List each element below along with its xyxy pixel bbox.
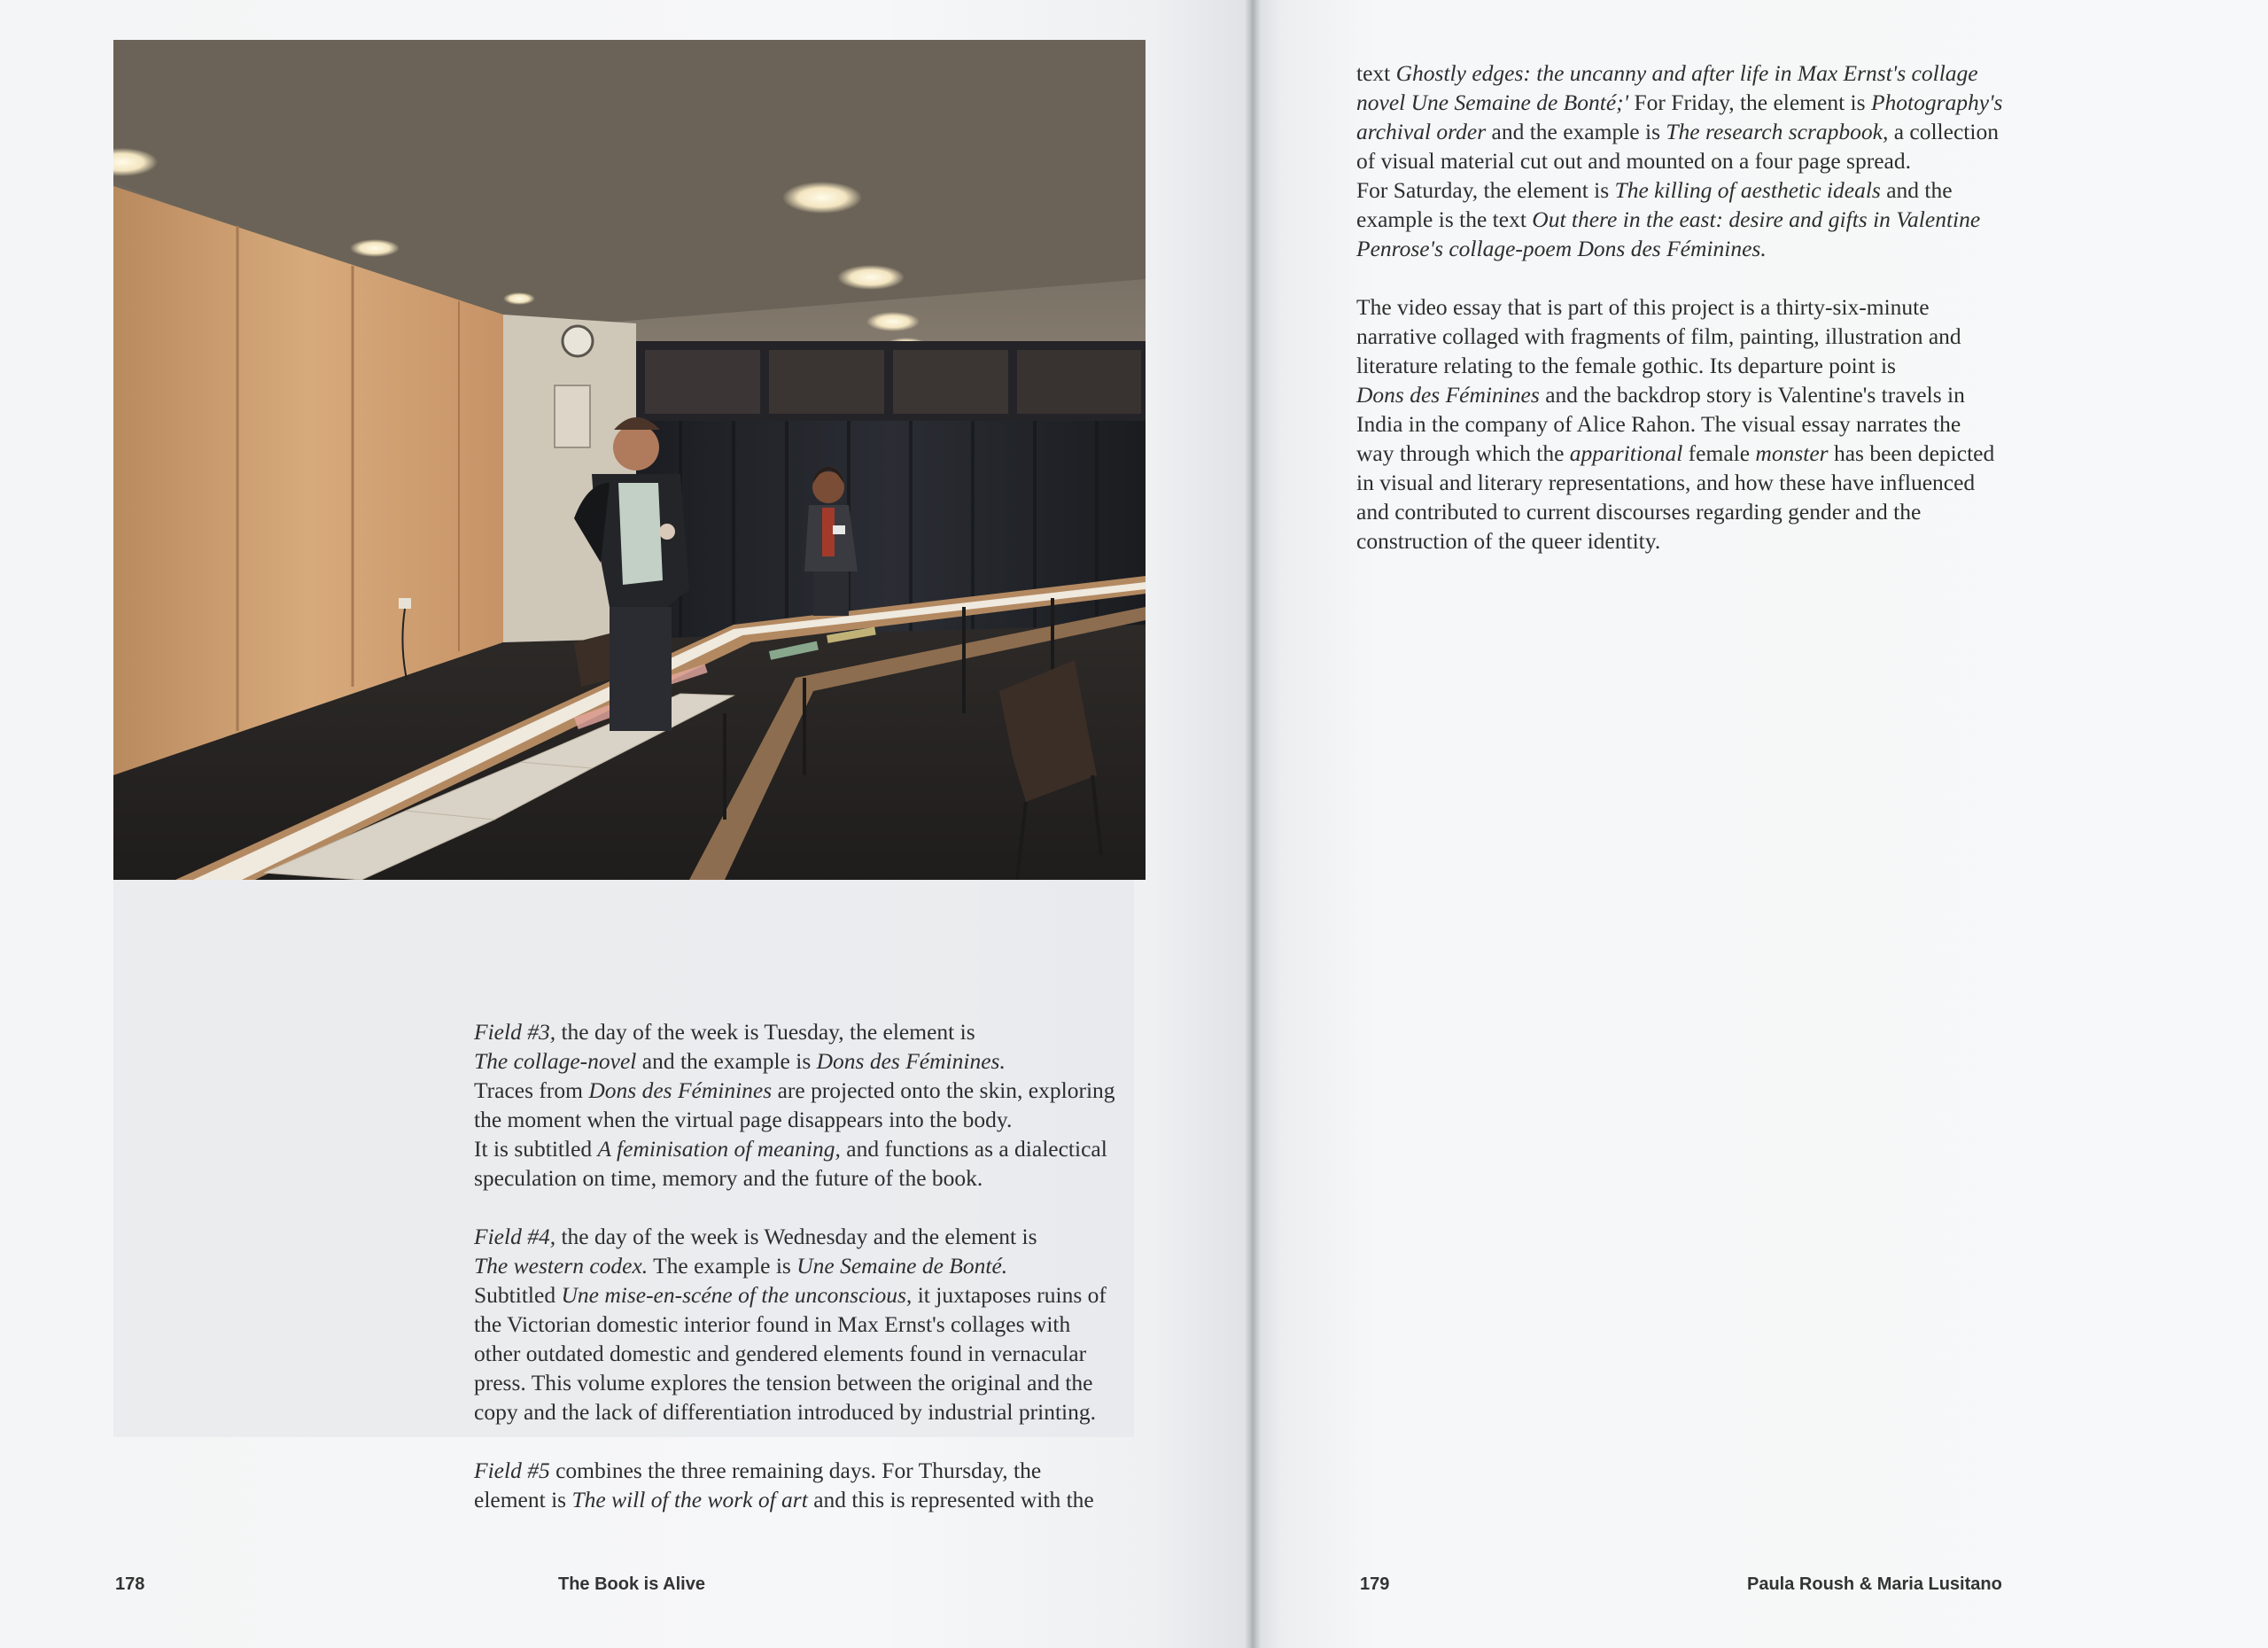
text-italic: Une Semaine de Bonté. bbox=[796, 1253, 1008, 1279]
text-line: construction of the queer identity. bbox=[1356, 528, 1661, 554]
text-line: speculation on time, memory and the future of the book. bbox=[474, 1165, 983, 1191]
text-line: and contributed to current discourses regarding gender and the bbox=[1356, 499, 1922, 525]
text-italic: novel Une Semaine de Bonté;' bbox=[1356, 89, 1629, 115]
page-number-left: 178 bbox=[115, 1574, 145, 1594]
paragraph-continuation bbox=[1356, 58, 2030, 263]
text-italic: The killing of aesthetic ideals bbox=[1614, 177, 1881, 203]
text-line: Subtitled bbox=[474, 1282, 562, 1308]
left-body-text bbox=[474, 1017, 1156, 1543]
exhibition-room-photo bbox=[113, 40, 1146, 880]
text-line: narrative collaged with fragments of film, painting, illustration and bbox=[1356, 323, 1961, 349]
text-line: in visual and literary representations, and how these have influenced bbox=[1356, 470, 1976, 495]
paragraph-field-4 bbox=[474, 1222, 1156, 1426]
text-italic: Field #5 bbox=[474, 1458, 550, 1483]
text-line: copy and the lack of differentiation introduced by industrial printing. bbox=[474, 1399, 1097, 1425]
text-italic: The western codex. bbox=[474, 1253, 649, 1279]
text-line: combines the three remaining days. For Thursday, the bbox=[549, 1458, 1042, 1483]
text-line: and the bbox=[1880, 177, 1953, 203]
paragraph-video-essay bbox=[1356, 292, 2030, 556]
text-line: it juxtaposes ruins of bbox=[912, 1282, 1107, 1308]
running-title-left: The Book is Alive bbox=[558, 1574, 705, 1594]
text-italic: The will of the work of art bbox=[571, 1487, 808, 1512]
text-italic: monster bbox=[1755, 440, 1829, 466]
text-line: and the backdrop story is Valentine's travels in bbox=[1539, 382, 1965, 408]
text-line: element is bbox=[474, 1487, 572, 1512]
text-italic: Une mise-en-scéne of the unconscious, bbox=[561, 1282, 913, 1308]
text-italic: Ghostly edges: the uncanny and after life in Max Ernst's collage bbox=[1395, 60, 1978, 86]
text-line: female bbox=[1682, 440, 1756, 466]
text-line: way through which the bbox=[1356, 440, 1570, 466]
text-line: and the example is bbox=[636, 1048, 817, 1074]
paragraph-field-3 bbox=[474, 1017, 1156, 1193]
text-line: are projected onto the skin, exploring bbox=[772, 1077, 1115, 1103]
text-italic: A feminisation of meaning, bbox=[597, 1136, 841, 1162]
text-italic: Field #3, bbox=[474, 1019, 556, 1045]
running-title-right: Paula Roush & Maria Lusitano bbox=[1747, 1574, 2002, 1594]
text-line: of visual material cut out and mounted on a four page spread. bbox=[1356, 148, 1911, 174]
text-italic: Out there in the east: desire and gifts in Valentine bbox=[1532, 206, 1981, 232]
text-line: The video essay that is part of this project is a thirty-six-minute bbox=[1356, 294, 1930, 320]
text-italic: Dons des Féminines. bbox=[816, 1048, 1006, 1074]
text-line: the moment when the virtual page disappears into the body. bbox=[474, 1107, 1013, 1132]
text-italic: Field #4, bbox=[474, 1224, 556, 1249]
text-line: The example is bbox=[648, 1253, 797, 1279]
text-italic: archival order bbox=[1356, 119, 1487, 144]
text-line: the day of the week is Wednesday and the element is bbox=[555, 1224, 1037, 1249]
text-line: text bbox=[1356, 60, 1396, 86]
book-gutter bbox=[1245, 0, 1261, 1648]
text-line: For Saturday, the element is bbox=[1356, 177, 1615, 203]
text-line: the day of the week is Tuesday, the element is bbox=[555, 1019, 975, 1045]
text-line: For Friday, the element is bbox=[1628, 89, 1871, 115]
text-line: It is subtitled bbox=[474, 1136, 598, 1162]
page-number-right: 179 bbox=[1360, 1574, 1390, 1594]
text-italic: apparitional bbox=[1569, 440, 1683, 466]
text-line: a collection bbox=[1888, 119, 1999, 144]
text-line: press. This volume explores the tension between the original and the bbox=[474, 1370, 1093, 1395]
text-line: India in the company of Alice Rahon. The visual essay narrates the bbox=[1356, 411, 1961, 437]
text-italic: Penrose's collage-poem Dons des Féminines. bbox=[1356, 236, 1767, 261]
right-body-text bbox=[1356, 58, 2030, 585]
text-italic: Dons des Féminines bbox=[588, 1077, 773, 1103]
text-italic: The collage-novel bbox=[474, 1048, 637, 1074]
text-line: example is the text bbox=[1356, 206, 1533, 232]
text-line: and functions as a dialectical bbox=[840, 1136, 1107, 1162]
text-line: the Victorian domestic interior found in Max Ernst's collages with bbox=[474, 1311, 1071, 1337]
text-italic: Dons des Féminines bbox=[1356, 382, 1540, 408]
text-line: literature relating to the female gothic. Its departure point is bbox=[1356, 353, 1896, 378]
paragraph-field-5 bbox=[474, 1456, 1156, 1514]
text-line: has been depicted bbox=[1828, 440, 1995, 466]
text-line: Traces from bbox=[474, 1077, 589, 1103]
text-italic: Photography's bbox=[1870, 89, 2003, 115]
text-line: and this is represented with the bbox=[807, 1487, 1094, 1512]
text-line: and the example is bbox=[1486, 119, 1666, 144]
text-line: other outdated domestic and gendered elements found in vernacular bbox=[474, 1341, 1087, 1366]
exhibition-room-photo-icon bbox=[113, 40, 1146, 880]
text-italic: The research scrapbook, bbox=[1666, 119, 1889, 144]
